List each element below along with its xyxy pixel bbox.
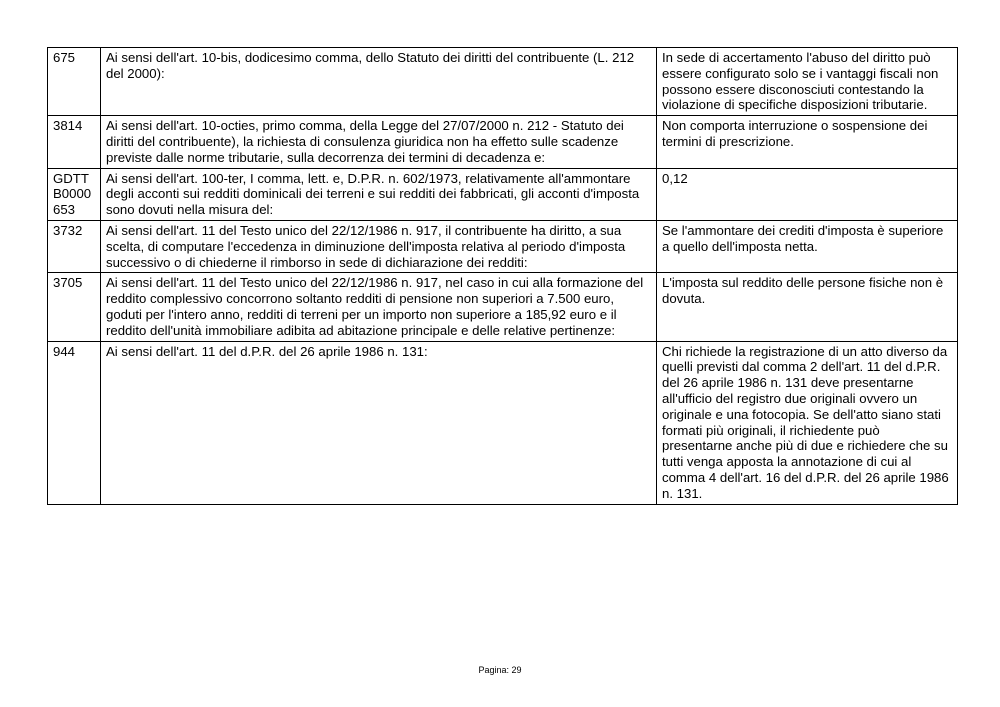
table-row: [48, 168, 958, 220]
question-text: Ai sensi dell'art. 11 del Testo unico del 22/12/1986 n. 917, il contribuente ha diritto, a sua scelta, di computare l'eccedenza in diminuzione dell'imposta relativa al periodo d'imposta successivo o di chiederne il rimborso in sede di dichiarazione dei redditi:: [101, 220, 657, 272]
question-id: 3814: [48, 116, 101, 168]
question-text: Ai sensi dell'art. 100-ter, I comma, lett. e, D.P.R. n. 602/1973, relativamente all'ammontare degli acconti sui redditi dominicali dei terreni e sui redditi dei fabbricati, gli acconti d'imposta sono dovuti nella misura del:: [101, 168, 657, 220]
question-text: Ai sensi dell'art. 10-octies, primo comma, della Legge del 27/07/2000 n. 212 - Statuto dei diritti del contribuente), la richiesta di consulenza giuridica non ha effetto sulle scadenze previste dalle norme tributarie, sulla decorrenza dei termini di decadenza e:: [101, 116, 657, 168]
table-row: [48, 220, 958, 272]
question-id: 3705: [48, 273, 101, 341]
table-row: [48, 116, 958, 168]
question-text: Ai sensi dell'art. 11 del d.P.R. del 26 aprile 1986 n. 131:: [101, 341, 657, 504]
page-number: Pagina: 29: [478, 665, 522, 675]
answer-text: Non comporta interruzione o sospensione dei termini di prescrizione.: [657, 116, 958, 168]
answer-text: Chi richiede la registrazione di un atto diverso da quelli previsti dal comma 2 dell'art. 11 del d.P.R. del 26 aprile 1986 n. 131 deve presentarne all'ufficio del registro due originali ovvero un originale e una fotocopia. Se dell'atto siano stati formati più originali, il richiedente può presentarne anche più di due e richiedere che su tutti venga apposta la annotazione di cui al comma 4 dell'art. 16 del d.P.R. del 26 aprile 1986 n. 131.: [657, 341, 958, 504]
answer-text: Se l'ammontare dei crediti d'imposta è superiore a quello dell'imposta netta.: [657, 220, 958, 272]
question-id: GDTT B0000 653: [48, 168, 101, 220]
answer-text: L'imposta sul reddito delle persone fisiche non è dovuta.: [657, 273, 958, 341]
answer-text: In sede di accertamento l'abuso del diritto può essere configurato solo se i vantaggi fiscali non possono essere disconosciuti contestando la violazione di specifiche disposizioni tributarie.: [657, 48, 958, 116]
answer-text: 0,12: [657, 168, 958, 220]
question-id: 944: [48, 341, 101, 504]
question-text: Ai sensi dell'art. 11 del Testo unico del 22/12/1986 n. 917, nel caso in cui alla formazione del reddito complessivo concorrono soltanto redditi di pensione non superiori a 7.500 euro, goduti per l'intero anno, redditi di terreni per un importo non superiore a 185,92 euro e il reddito dell'unità immobiliare adibita ad abitazione principale e delle relative pertinenze:: [101, 273, 657, 341]
question-table: [47, 47, 958, 505]
table-row: [48, 273, 958, 341]
question-id: 3732: [48, 220, 101, 272]
question-id: 675: [48, 48, 101, 116]
table-row: [48, 48, 958, 116]
question-text: Ai sensi dell'art. 10-bis, dodicesimo comma, dello Statuto dei diritti del contribuente (L. 212 del 2000):: [101, 48, 657, 116]
table-row: [48, 341, 958, 504]
